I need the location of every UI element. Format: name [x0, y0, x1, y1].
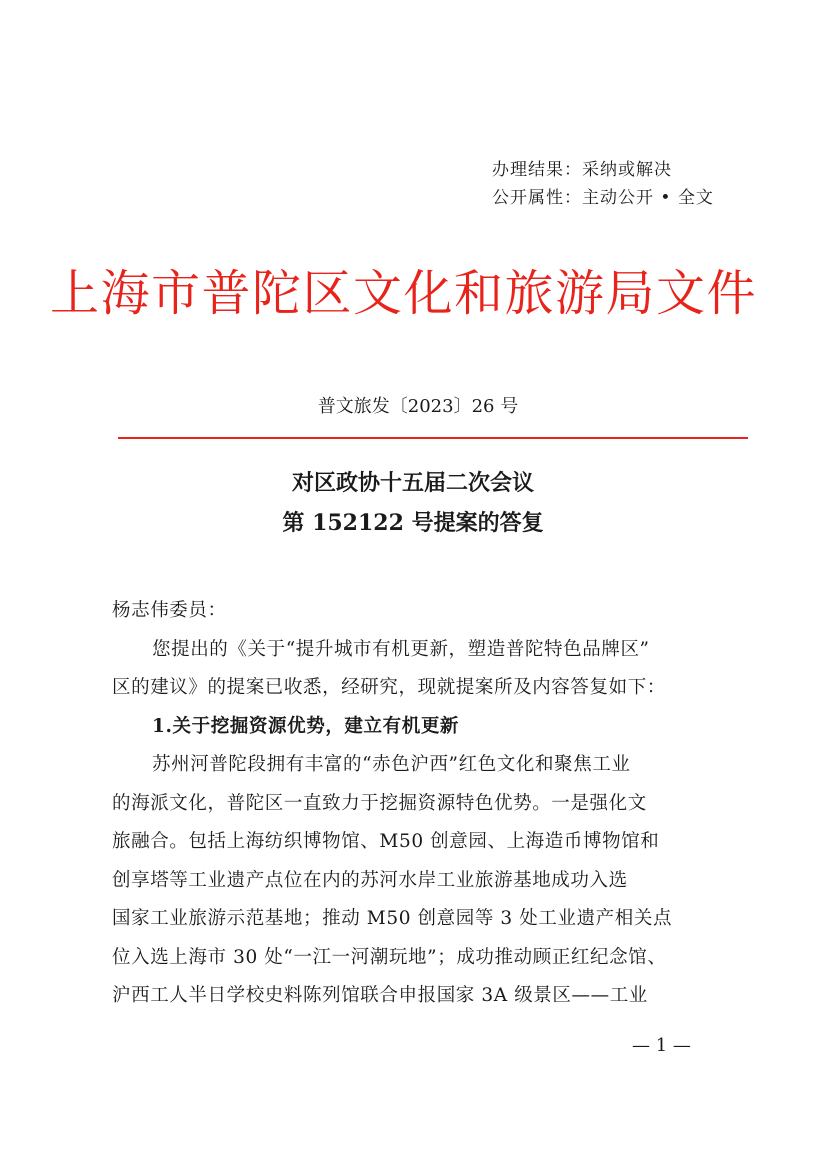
document-body: [112, 592, 732, 1016]
body-line: 创享塔等工业遗产点位在内的苏河水岸工业旅游基地成功入选: [112, 869, 628, 891]
document-number: 普文旅发〔2023〕26 号: [317, 396, 519, 417]
body-line: 位入选上海市 30 处“一江一河潮玩地”；成功推动顾正红纪念馆、: [112, 946, 667, 968]
issuing-organization-title: 上海市普陀区文化和旅游局文件: [50, 265, 758, 322]
body-line: 旅融合。包括上海纺织博物馆、M50 创意园、上海造币博物馆和: [112, 831, 660, 852]
body-line: 区的建议》的提案已收悉，经研究，现就提案所及内容答复如下：: [112, 677, 666, 698]
publicity-attribute: 公开属性：主动公开 • 全文: [492, 188, 714, 208]
body-line: 沪西工人半日学校史料陈列馆联合申报国家 3A 级景区——工业: [112, 985, 648, 1006]
body-line: 的海派文化，普陀区一直致力于挖掘资源特色优势。一是强化文: [112, 792, 647, 814]
document-title-line-1: 对区政协十五届二次会议: [291, 470, 534, 496]
page-number: — 1 —: [632, 1035, 691, 1056]
red-divider-line: [118, 437, 748, 439]
salutation: 杨志伟委员：: [112, 600, 227, 621]
section-heading: 1.关于挖掘资源优势，建立有机更新: [152, 715, 460, 737]
body-line: 您提出的《关于“提升城市有机更新，塑造普陀特色品牌区”: [152, 638, 650, 660]
document-title-line-2: 第 152122 号提案的答复: [282, 510, 544, 536]
processing-result: 办理结果：采纳或解决: [492, 160, 672, 180]
body-line: 国家工业旅游示范基地；推动 M50 创意园等 3 处工业遗产相关点: [112, 908, 673, 929]
body-line: 苏州河普陀段拥有丰富的“赤色沪西”红色文化和聚焦工业: [152, 754, 631, 775]
